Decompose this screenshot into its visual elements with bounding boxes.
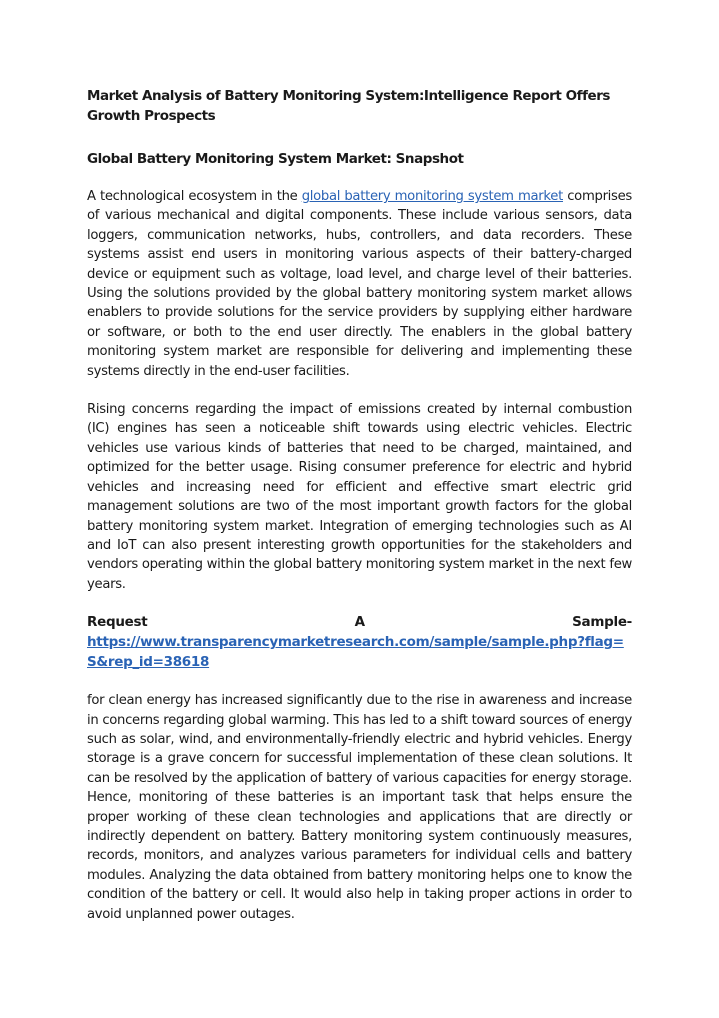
paragraph-text: A technological ecosystem in the <box>87 189 302 204</box>
paragraph-text: comprises of various mechanical and digital components. These include various sensors, data loggers, communication networks, hubs, controllers, and data recorders. These systems assist end users in monitoring various aspects of their battery-charged device or equipment such as voltage, load level, and charge level of their batteries. Using the solutions provided by the global battery monitoring system market allows enablers to provide solutions for the service providers by supplying either hardware or software, or both to the end user directly. The enablers in the global battery monitoring system market are responsible for delivering and implementing these systems directly in the end-user facilities. <box>87 189 633 379</box>
request-sample <box>87 612 632 672</box>
request-word: A <box>354 614 365 631</box>
paragraph-ecosystem <box>87 187 632 381</box>
request-word: Sample- <box>572 614 632 631</box>
request-sample-label <box>87 612 632 632</box>
request-word: Request <box>87 614 148 631</box>
market-link[interactable]: global battery monitoring system market <box>301 189 563 204</box>
section-heading: Global Battery Monitoring System Market: Snapshot <box>87 151 464 167</box>
paragraph-growth-factors: Rising concerns regarding the impact of emissions created by internal combustion (IC) engines has seen a noticeable shift towards using electric vehicles. Electric vehicles use various kinds of batteries that need to be charged, maintained, and optimized for the better usage. Rising consumer preference for electric and hybrid vehicles and increasing need for efficient and effective smart electric grid management solutions are two of the most important growth factors for the global battery monitoring system market. Integration of emerging technologies such as AI and IoT can also present interesting growth opportunities for the stakeholders and vendors operating within the global battery monitoring system market in the next few years. <box>87 402 632 592</box>
document-title: Market Analysis of Battery Monitoring System:Intelligence Report Offers Growth Prospects <box>87 88 610 124</box>
paragraph-clean-energy: for clean energy has increased significantly due to the rise in awareness and increase in concerns regarding global warming. This has led to a shift toward sources of energy such as solar, wind, and environmentally-friendly electric and hybrid vehicles. Energy storage is a grave concern for successful implementation of these clean solutions. It can be resolved by the application of battery of various capacities for energy storage. Hence, monitoring of these batteries is an important task that helps ensure the proper working of these clean technologies and applications that are directly or indirectly dependent on battery. Battery monitoring system continuously measures, records, monitors, and analyzes various parameters for individual cells and battery modules. Analyzing the data obtained from battery monitoring helps one to know the condition of the battery or cell. It would also help in taking proper actions in order to avoid unplanned power outages. <box>87 693 632 922</box>
document-page <box>87 86 632 924</box>
sample-request-link[interactable]: https://www.transparencymarketresearch.com/sample/sample.php?flag=S&rep_id=38618 <box>87 634 624 671</box>
